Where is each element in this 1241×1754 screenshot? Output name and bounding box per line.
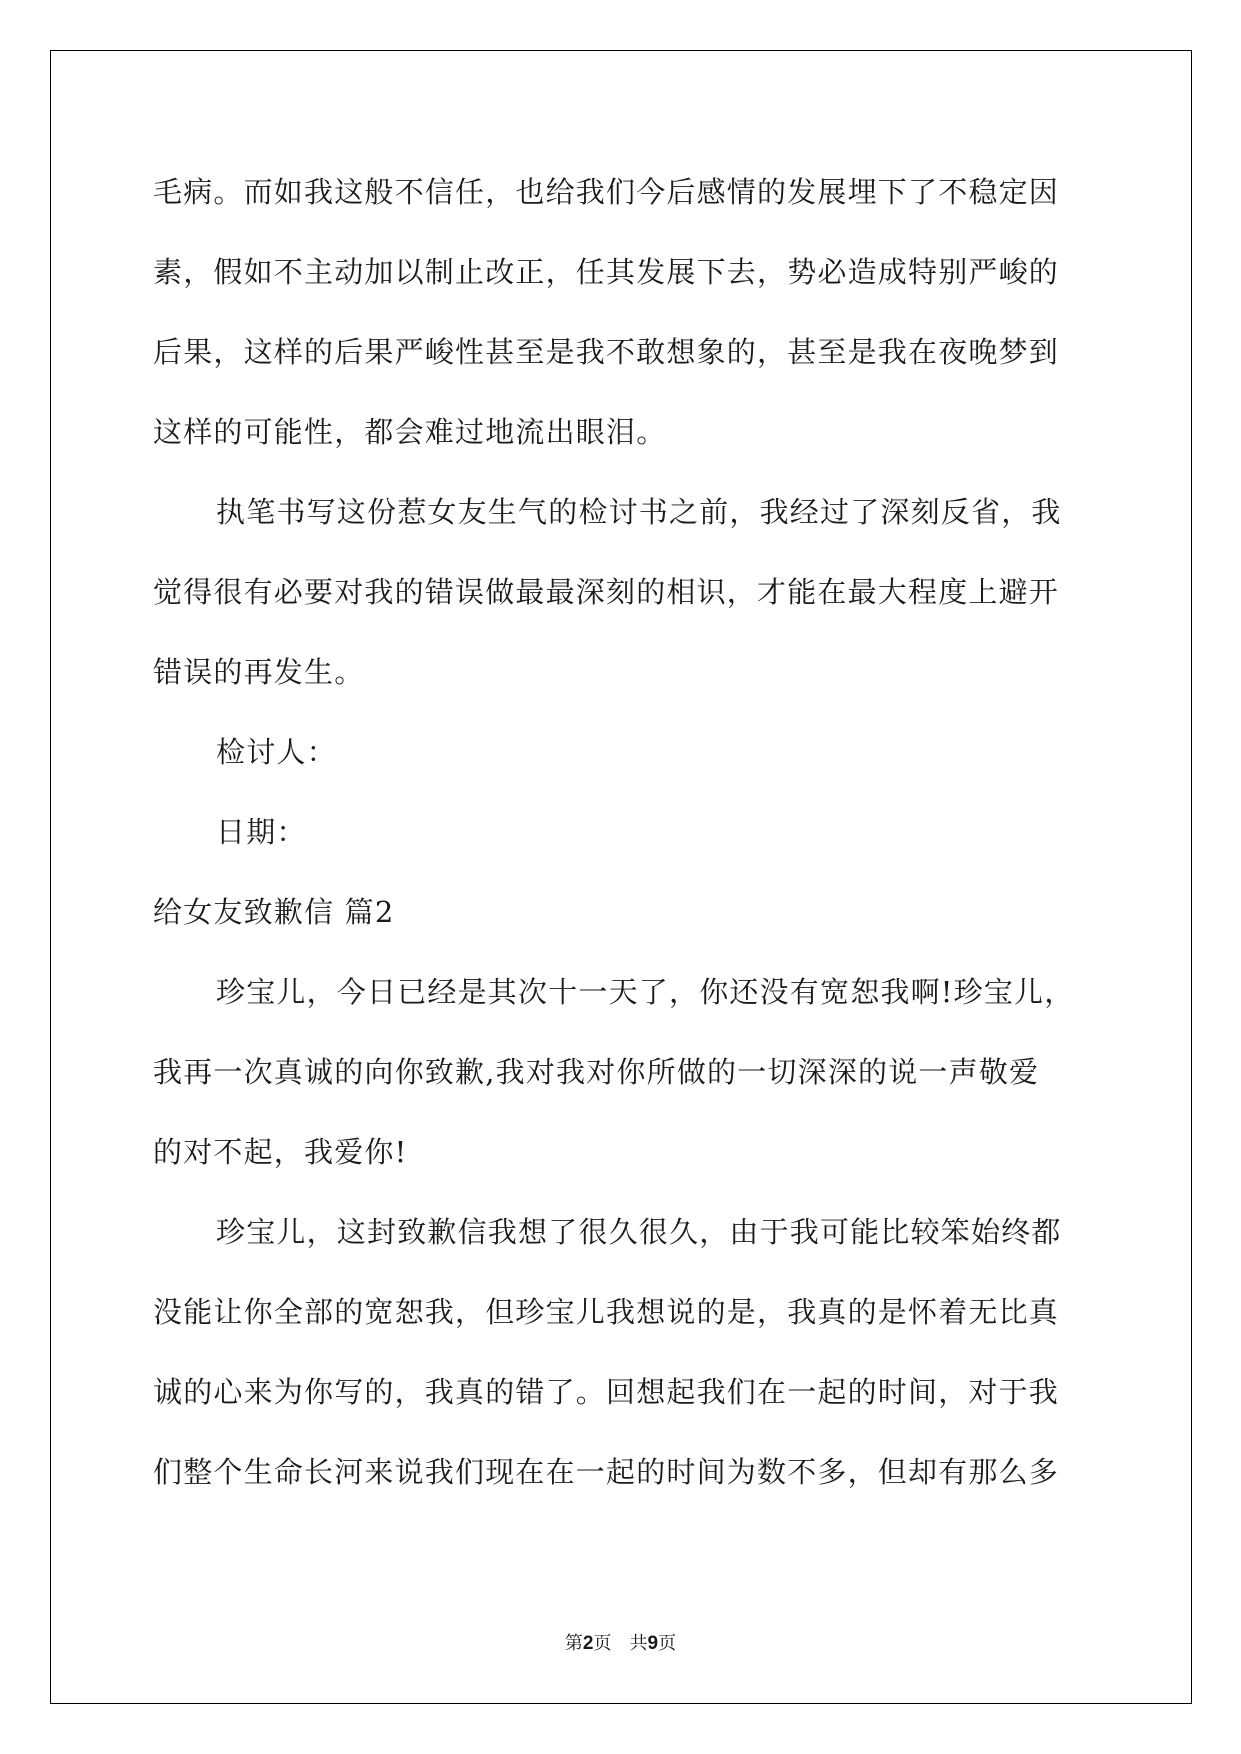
text-line: 觉得很有必要对我的错误做最最深刻的相识，才能在最大程度上避开 xyxy=(153,575,1060,609)
text-line: 我再一次真诚的向你致歉,我对我对你所做的一切深深的说一声敬爱 xyxy=(153,1055,1040,1089)
text-line: 珍宝儿，这封致歉信我想了很久很久，由于我可能比较笨始终都 xyxy=(216,1215,1062,1249)
text-line: 这样的可能性，都会难过地流出眼泪。 xyxy=(153,415,667,449)
text-line: 的对不起，我爱你! xyxy=(153,1135,408,1169)
section-heading: 给女友致歉信 篇2 xyxy=(153,895,395,929)
date-label: 日期： xyxy=(216,815,307,849)
text-line: 诚的心来为你写的，我真的错了。回想起我们在一起的时间，对于我 xyxy=(153,1375,1060,1409)
page-total: 9 xyxy=(647,1633,659,1654)
page-suffix: 页 xyxy=(593,1633,612,1654)
text-line: 毛病。而如我这般不信任，也给我们今后感情的发展埋下了不稳定因 xyxy=(153,175,1060,209)
page-current: 2 xyxy=(582,1633,594,1654)
text-line: 们整个生命长河来说我们现在在一起的时间为数不多，但却有那么多 xyxy=(153,1455,1060,1489)
page-prefix: 第 xyxy=(564,1633,583,1654)
total-prefix: 共 xyxy=(629,1633,648,1654)
text-line: 没能让你全部的宽恕我，但珍宝儿我想说的是，我真的是怀着无比真 xyxy=(153,1295,1060,1329)
text-line: 错误的再发生。 xyxy=(153,655,365,689)
text-line: 珍宝儿，今日已经是其次十一天了，你还没有宽恕我啊!珍宝儿， xyxy=(216,975,1075,1009)
text-line: 素，假如不主动加以制止改正，任其发展下去，势必造成特别严峻的 xyxy=(153,255,1060,289)
text-line: 后果，这样的后果严峻性甚至是我不敢想象的，甚至是我在夜晚梦到 xyxy=(153,335,1060,369)
signer-label: 检讨人： xyxy=(216,735,337,769)
total-suffix: 页 xyxy=(658,1633,677,1654)
text-line: 执笔书写这份惹女友生气的检讨书之前，我经过了深刻反省，我 xyxy=(216,495,1062,529)
page-footer xyxy=(0,1629,1241,1655)
